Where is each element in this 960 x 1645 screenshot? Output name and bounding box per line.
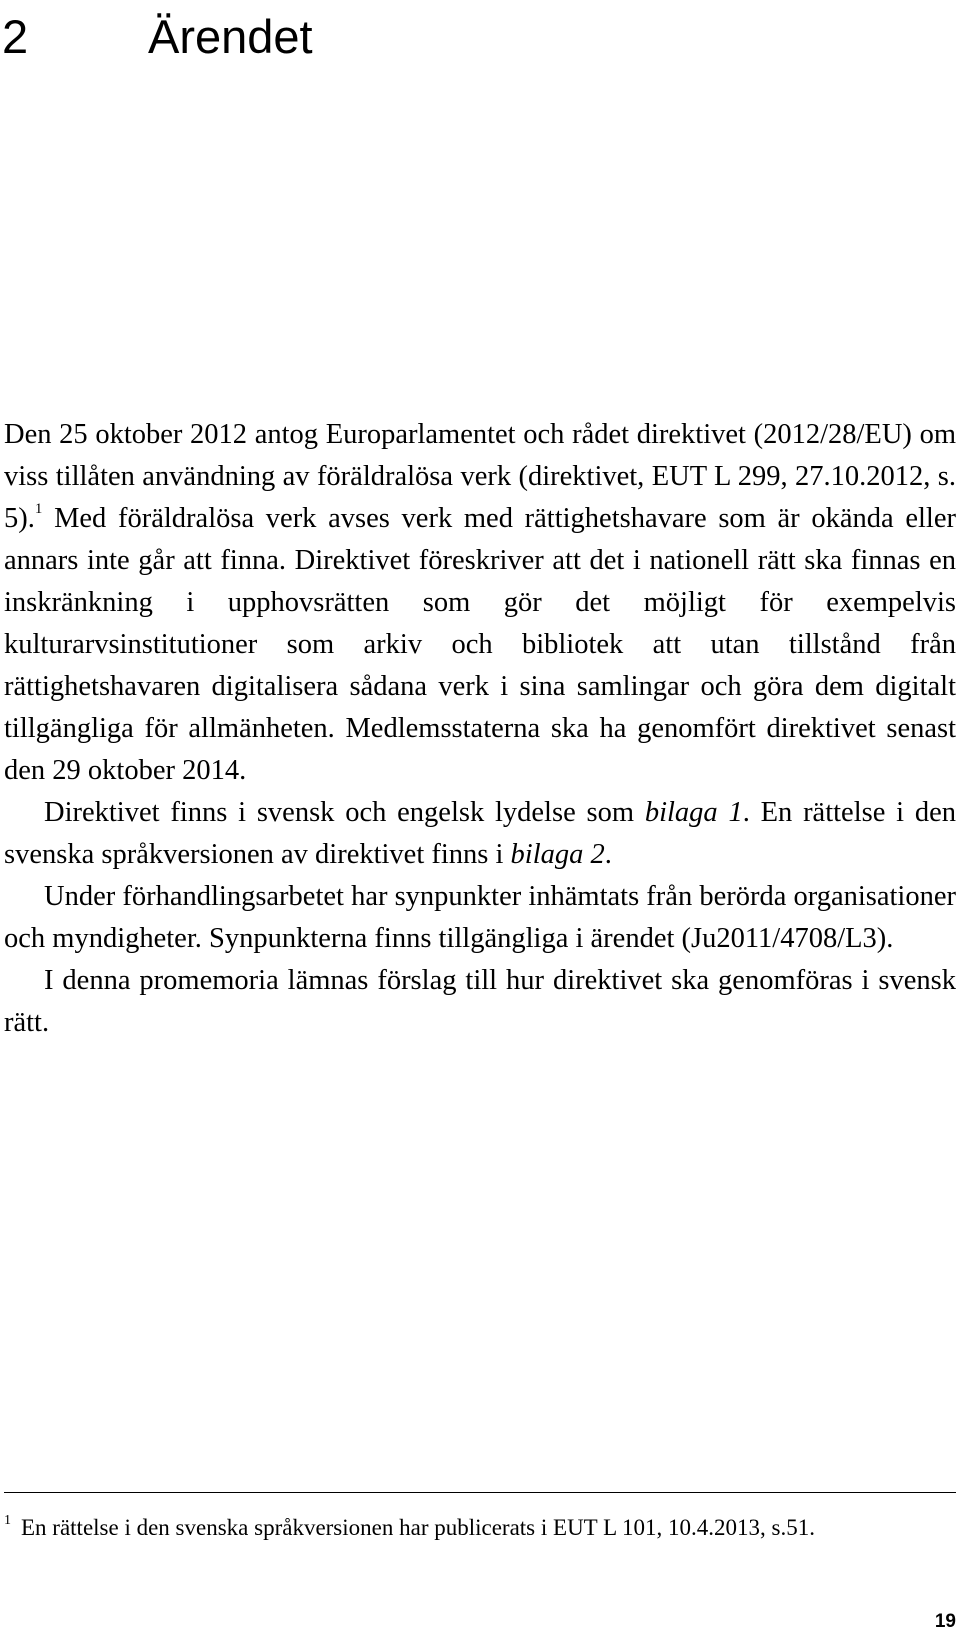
paragraph-2-part-2: . En rättelse i den svenska språkversionen av direktivet finns i [4,797,956,870]
body-text [4,414,956,1044]
chapter-title: Ärendet [148,10,313,63]
footnote [4,1512,956,1544]
paragraph-2 [4,792,956,876]
paragraph-2-part-3: . [604,839,612,870]
paragraph-1 [4,414,956,792]
paragraph-1-part-1: Den 25 oktober 2012 antog Europarlamentet och rådet direktivet (2012/28/EU) om viss tillåten användning av föräldralösa verk (direktivet, EUT L 299, 27.10.2012, s. 5). [4,419,956,534]
paragraph-4: I denna promemoria lämnas förslag till hur direktivet ska genomföras i svensk rätt. [4,965,956,1038]
bilaga-2-reference: bilaga 2 [510,839,605,870]
page-number: 19 [934,1611,956,1632]
footnote-text: En rättelse i den svenska språkversionen har publicerats i EUT L 101, 10.4.2013, s.51. [21,1515,815,1540]
paragraph-1-part-2: Med föräldralösa verk avses verk med rättighetshavare som är okända eller annars inte går att finna. Direktivet föreskriver att det i nationell rätt ska finnas en inskränkning i upphovsrätten som gör det möjligt för exempelvis kulturarvsinstitutioner som arkiv och bibliotek att utan tillstånd från rättighetshavaren digitalisera sådana verk i sina samlingar och göra dem digitalt tillgängliga för allmänheten. Medlemsstaterna ska ha genomfört direktivet senast den 29 oktober 2014. [4,503,956,786]
paragraph-2-part-1: Direktivet finns i svensk och engelsk lydelse som [44,797,645,828]
bilaga-1-reference: bilaga 1 [644,797,743,828]
chapter-number: 2 [2,10,29,63]
footnote-reference: 1 [34,501,43,517]
paragraph-3: Under förhandlingsarbetet har synpunkter inhämtats från berörda organisationer och myndigheter. Synpunkterna finns tillgängliga i ärendet (Ju2011/4708/L3). [4,881,956,954]
footnote-number: 1 [4,1513,11,1528]
footnote-divider [4,1492,956,1493]
